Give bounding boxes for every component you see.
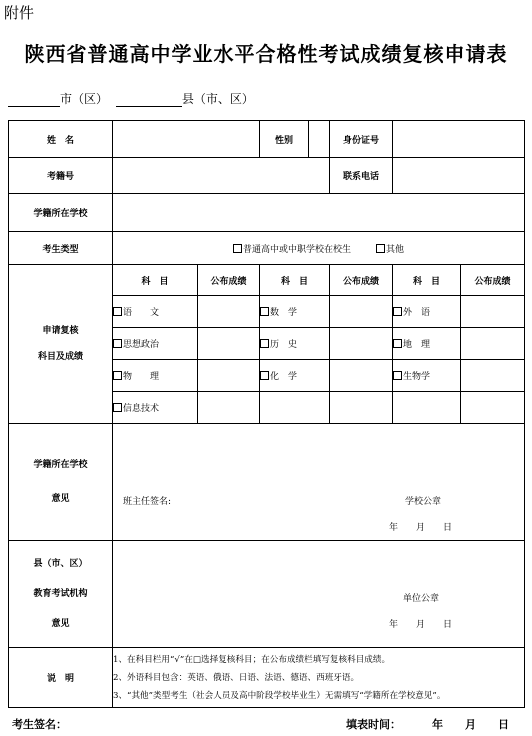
subject-politics[interactable]: 思想政治 <box>113 328 198 360</box>
agency-opinion-date: 年 月 日 <box>389 620 453 630</box>
subject-col-header-1: 科 目 <box>113 265 198 296</box>
candidate-type-options <box>113 232 525 265</box>
score-physics[interactable] <box>198 360 260 392</box>
subject-math[interactable]: 数 学 <box>260 296 330 328</box>
fill-time-label: 填表时间： <box>346 718 401 731</box>
row-candidate-type <box>9 232 525 265</box>
checkbox-icon[interactable] <box>393 307 402 316</box>
subject-chemistry[interactable]: 化 学 <box>260 360 330 392</box>
subject-it[interactable]: 信息技术 <box>113 392 198 424</box>
agency-opinion-label-3: 意见 <box>51 619 70 629</box>
candidate-sign-label: 考生签名： <box>12 718 67 731</box>
school-opinion-label-1: 学籍所在学校 <box>33 460 88 470</box>
exam-number-label: 考籍号 <box>9 158 113 194</box>
application-form-table <box>8 120 525 708</box>
score-col-header-3: 公布成绩 <box>461 265 525 296</box>
agency-opinion-label-2: 教育考试机构 <box>33 589 88 599</box>
form-title: 陕西省普通高中学业水平合格性考试成绩复核申请表 <box>24 42 508 66</box>
agency-opinion-field[interactable] <box>113 541 525 648</box>
teacher-sign-label: 班主任签名: <box>123 497 172 507</box>
type-option-2-label: 其他 <box>385 244 404 255</box>
checkbox-icon[interactable] <box>260 339 269 348</box>
score-chinese[interactable] <box>198 296 260 328</box>
checkbox-icon[interactable] <box>113 403 122 412</box>
type-option-1-label: 普通高中或中职学校在校生 <box>243 244 352 255</box>
subject-biology[interactable]: 生物学 <box>393 360 461 392</box>
subject-physics[interactable]: 物 理 <box>113 360 198 392</box>
phone-field[interactable] <box>393 158 525 194</box>
score-politics[interactable] <box>198 328 260 360</box>
school-opinion-label-2: 意见 <box>51 494 70 504</box>
notes-row <box>9 648 525 708</box>
subjects-header-row <box>9 265 525 296</box>
name-label: 姓 名 <box>9 121 113 158</box>
checkbox-icon[interactable] <box>113 371 122 380</box>
school-opinion-field[interactable] <box>113 424 525 541</box>
score-foreign-language[interactable] <box>461 296 525 328</box>
score-biology[interactable] <box>461 360 525 392</box>
subject-col-header-3: 科 目 <box>393 265 461 296</box>
subject-chinese[interactable]: 语 文 <box>113 296 198 328</box>
subjects-section-label-2: 科目及成绩 <box>37 352 83 362</box>
note-item: 3、“其他”类型考生（社会人员及高中阶段学校毕业生）无需填写“学籍所在学校意见”。 <box>113 690 446 701</box>
fill-time-date: 年 月 日 <box>432 718 509 731</box>
subject-history[interactable]: 历 史 <box>260 328 330 360</box>
checkbox-icon[interactable] <box>260 371 269 380</box>
agency-opinion-label <box>9 541 113 648</box>
score-col-header-2: 公布成绩 <box>330 265 393 296</box>
city-blank[interactable] <box>8 94 60 107</box>
id-number-field[interactable] <box>393 121 525 158</box>
city-label: 市（区） <box>60 92 109 106</box>
school-opinion-row <box>9 424 525 541</box>
checkbox-icon[interactable] <box>260 307 269 316</box>
candidate-type-label: 考生类型 <box>9 232 113 265</box>
subject-foreign-language[interactable]: 外 语 <box>393 296 461 328</box>
row-exam-number <box>9 158 525 194</box>
gender-label: 性别 <box>274 135 293 146</box>
name-field[interactable] <box>113 121 260 158</box>
row-name <box>9 121 525 158</box>
region-line <box>8 90 254 107</box>
notes-label: 说 明 <box>9 648 113 708</box>
agency-seal-label: 单位公章 <box>403 594 440 604</box>
agency-opinion-row <box>9 541 525 648</box>
checkbox-icon[interactable] <box>393 371 402 380</box>
school-opinion-label <box>9 424 113 541</box>
gender-field[interactable] <box>308 121 329 157</box>
subject-col-header-2: 科 目 <box>260 265 330 296</box>
school-opinion-date: 年 月 日 <box>389 523 453 533</box>
id-number-label: 身份证号 <box>330 121 393 158</box>
subjects-section-label-1: 申请复核 <box>42 326 79 336</box>
checkbox-icon[interactable] <box>393 339 402 348</box>
score-geography[interactable] <box>461 328 525 360</box>
agency-opinion-label-1: 县（市、区） <box>33 559 88 569</box>
subject-geography[interactable]: 地 理 <box>393 328 461 360</box>
score-history[interactable] <box>330 328 393 360</box>
phone-label: 联系电话 <box>330 158 393 194</box>
row-school <box>9 194 525 232</box>
county-label: 县（市、区） <box>181 92 254 106</box>
checkbox-icon[interactable] <box>113 307 122 316</box>
attachment-label: 附件 <box>4 4 35 22</box>
checkbox-icon[interactable] <box>113 339 122 348</box>
exam-number-field[interactable] <box>113 158 330 194</box>
note-item: 1、在科目栏用“√”在□选择复核科目；在公布成绩栏填写复核科目成绩。 <box>113 654 391 665</box>
school-field[interactable] <box>113 194 525 232</box>
type-option-1-checkbox[interactable] <box>233 244 242 253</box>
score-chemistry[interactable] <box>330 360 393 392</box>
subjects-section-label <box>9 265 113 424</box>
score-math[interactable] <box>330 296 393 328</box>
score-it[interactable] <box>198 392 260 424</box>
score-col-header-1: 公布成绩 <box>198 265 260 296</box>
school-seal-label: 学校公章 <box>405 497 442 507</box>
note-item: 2、外语科目包含：英语、俄语、日语、法语、德语、西班牙语。 <box>113 672 360 683</box>
notes-content <box>113 648 525 708</box>
school-label: 学籍所在学校 <box>9 194 113 232</box>
type-option-2-checkbox[interactable] <box>376 244 385 253</box>
county-blank[interactable] <box>116 94 182 107</box>
